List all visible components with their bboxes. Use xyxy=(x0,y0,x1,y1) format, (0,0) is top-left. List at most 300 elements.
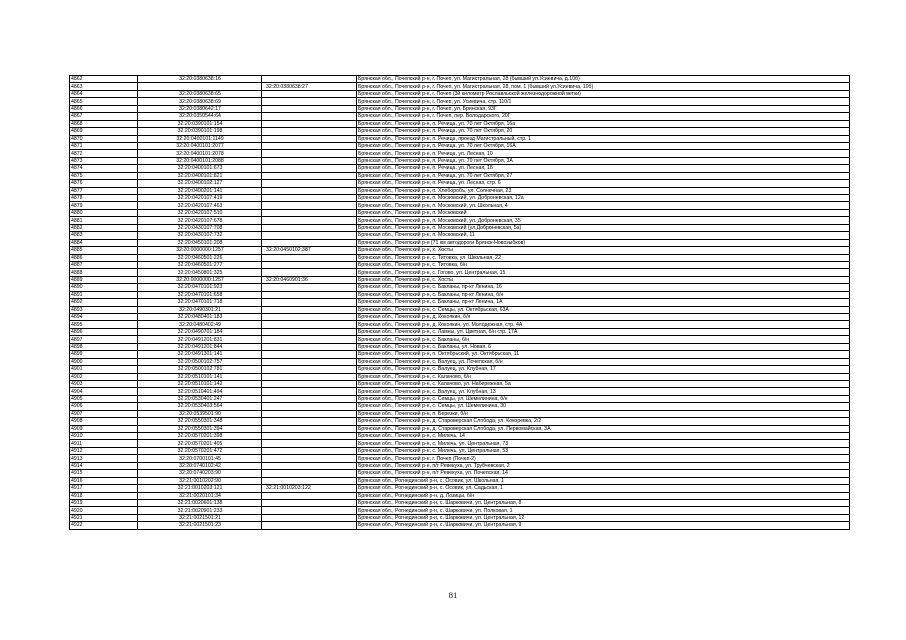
table-row xyxy=(70,120,850,127)
address-cell: Брянская обл., Почепский р-н, п. Речица, ул. 70 лет Октября, 16А xyxy=(357,142,850,149)
row-number-cell: 4885 xyxy=(70,247,138,254)
address-cell: Брянская обл., Почепский р-н, с. Бакланы, ул. Новая, 6 xyxy=(357,343,850,350)
address-cell: Брянская обл., Почепский р-н, с. Милечь, ул. Центральная, 53 xyxy=(357,447,850,454)
row-number-cell: 4916 xyxy=(70,477,138,484)
address-cell: Брянская обл., Почепский р-н, д. Староверская Слобода, ул. Кокоревка, 2/2 xyxy=(357,418,850,425)
table-row xyxy=(70,113,850,120)
row-number-cell: 4864 xyxy=(70,90,138,97)
address-cell: Брянская обл., Рогнединский р-н, д. Лозицы, б/н xyxy=(357,492,850,499)
related-cadastral-number-cell xyxy=(262,440,357,447)
table-row xyxy=(70,90,850,97)
related-cadastral-number-cell xyxy=(262,321,357,328)
cadastral-number-cell: 32:20:0400101:673 xyxy=(138,165,262,172)
cadastral-number-cell: 32:20:0700101:45 xyxy=(138,455,262,462)
row-number-cell: 4915 xyxy=(70,470,138,477)
related-cadastral-number-cell xyxy=(262,343,357,350)
cadastral-number-cell: 32:21:0020901:233 xyxy=(138,507,262,514)
related-cadastral-number-cell xyxy=(262,98,357,105)
cadastral-number-cell: 32:21:0010202:90 xyxy=(138,477,262,484)
table-row xyxy=(70,269,850,276)
row-number-cell: 4872 xyxy=(70,150,138,157)
row-number-cell: 4884 xyxy=(70,239,138,246)
row-number-cell: 4865 xyxy=(70,98,138,105)
table-row xyxy=(70,239,850,246)
row-number-cell: 4879 xyxy=(70,202,138,209)
table-row xyxy=(70,403,850,410)
address-cell: Брянская обл., Почепский р-н, с. Калачово, ул. Набережная, 5а xyxy=(357,380,850,387)
cadastral-number-cell: 32:20:0570201:472 xyxy=(138,447,262,454)
address-cell: Брянская обл., Почепский р-н, с. Семцы, ул. Шемелинина, б/н xyxy=(357,395,850,402)
row-number-cell: 4904 xyxy=(70,388,138,395)
table-row xyxy=(70,195,850,202)
related-cadastral-number-cell xyxy=(262,284,357,291)
cadastral-number-cell: 32:20:0491301:141 xyxy=(138,351,262,358)
cadastral-number-cell xyxy=(138,83,262,90)
table-row xyxy=(70,373,850,380)
table-row xyxy=(70,380,850,387)
cadastral-number-cell: 32:20:0380638:69 xyxy=(138,98,262,105)
table-row xyxy=(70,165,850,172)
address-cell: Брянская обл., Почепский р-н, г. Почеп (3й километр Рославльской железнодорожной ветки) xyxy=(357,90,850,97)
related-cadastral-number-cell xyxy=(262,76,357,83)
address-cell: Брянская обл., Почепский р-н, п. Речица, ул. Лесная, 10 xyxy=(357,150,850,157)
cadastral-number-cell: 32:20:0380642:17 xyxy=(138,105,262,112)
row-number-cell: 4917 xyxy=(70,485,138,492)
row-number-cell: 4922 xyxy=(70,522,138,529)
row-number-cell: 4900 xyxy=(70,358,138,365)
row-number-cell: 4897 xyxy=(70,336,138,343)
related-cadastral-number-cell xyxy=(262,522,357,529)
row-number-cell: 4866 xyxy=(70,105,138,112)
related-cadastral-number-cell xyxy=(262,328,357,335)
cadastral-number-cell: 32:20:0420107:419 xyxy=(138,195,262,202)
related-cadastral-number-cell xyxy=(262,150,357,157)
table-row xyxy=(70,418,850,425)
table-row xyxy=(70,366,850,373)
table-row xyxy=(70,135,850,142)
cadastral-number-cell: 32:20:0460501:277 xyxy=(138,261,262,268)
table-row xyxy=(70,232,850,239)
row-number-cell: 4909 xyxy=(70,425,138,432)
related-cadastral-number-cell xyxy=(262,433,357,440)
cadastral-number-cell: 32:20:0420107:678 xyxy=(138,217,262,224)
cadastral-number-cell: 32:20:0000000:1257 xyxy=(138,276,262,283)
related-cadastral-number-cell xyxy=(262,447,357,454)
table-row xyxy=(70,157,850,164)
related-cadastral-number-cell xyxy=(262,314,357,321)
cadastral-number-cell: 32:20:0500102:757 xyxy=(138,358,262,365)
address-cell: Брянская обл., Почепский р-н (71 км автодороги Брянск-Новозыбков) xyxy=(357,239,850,246)
related-cadastral-number-cell xyxy=(262,172,357,179)
related-cadastral-number-cell xyxy=(262,142,357,149)
related-cadastral-number-cell: 32:20:0380638:27 xyxy=(262,83,357,90)
table-row xyxy=(70,336,850,343)
row-number-cell: 4898 xyxy=(70,343,138,350)
table-row xyxy=(70,485,850,492)
row-number-cell: 4921 xyxy=(70,514,138,521)
address-cell: Брянская обл., Рогнединский р-н, с. Осовик, ул. Школьная, 1 xyxy=(357,477,850,484)
cadastral-number-cell: 32:21:0010203:121 xyxy=(138,485,262,492)
table-row xyxy=(70,388,850,395)
table-row xyxy=(70,150,850,157)
address-cell: Брянская обл., Почепский р-н, г. Почеп, ул. Магистральная, 28, пом. 1 (бывший ул.Усиевича, 10б) xyxy=(357,83,850,90)
cadastral-number-cell: 32:20:0000000:1257 xyxy=(138,247,262,254)
address-cell: Брянская обл., Почепский р-н, х. Хосты xyxy=(357,247,850,254)
row-number-cell: 4919 xyxy=(70,499,138,506)
table-row xyxy=(70,328,850,335)
related-cadastral-number-cell xyxy=(262,477,357,484)
address-cell: Брянская обл., Почепский р-н, с. Титовка, ул. Школьная, 22 xyxy=(357,254,850,261)
address-cell: Брянская обл., Почепский р-н, п. Московский, 11 xyxy=(357,232,850,239)
table-row xyxy=(70,433,850,440)
related-cadastral-number-cell xyxy=(262,410,357,417)
row-number-cell: 4913 xyxy=(70,455,138,462)
address-cell: Брянская обл., Почепский р-н, с. Бакланы, пр-кт Ленина, 16 xyxy=(357,284,850,291)
row-number-cell: 4892 xyxy=(70,299,138,306)
cadastral-number-cell: 32:20:0400102:127 xyxy=(138,180,262,187)
related-cadastral-number-cell xyxy=(262,254,357,261)
table-row xyxy=(70,514,850,521)
row-number-cell: 4901 xyxy=(70,366,138,373)
address-cell: Брянская обл., Почепский р-н, п. Речица, ул. 70 лет Октября, 3А xyxy=(357,157,850,164)
address-cell: Брянская обл., Почепский р-н, п. Березки, б/н xyxy=(357,410,850,417)
cadastral-number-cell: 32:20:0550301:394 xyxy=(138,425,262,432)
cadastral-number-cell: 32:21:0020601:138 xyxy=(138,499,262,506)
address-cell: Брянская обл., Почепский р-н, с. Семцы, ул. Октябрьская, 63А xyxy=(357,306,850,313)
row-number-cell: 4903 xyxy=(70,380,138,387)
cadastral-number-cell: 32:20:0390101:154 xyxy=(138,120,262,127)
related-cadastral-number-cell xyxy=(262,113,357,120)
table-row xyxy=(70,395,850,402)
row-number-cell: 4902 xyxy=(70,373,138,380)
cadastral-number-cell: 32:21:0020101:34 xyxy=(138,492,262,499)
address-cell: Брянская обл., Рогнединский р-н, с. Осовик, ул. Садьская, 1 xyxy=(357,485,850,492)
table-row xyxy=(70,425,850,432)
address-cell: Брянская обл., Почепский р-н, с. Ламны, ул. Цветная, б/н стр. 17А xyxy=(357,328,850,335)
register-table-body xyxy=(70,76,850,530)
related-cadastral-number-cell xyxy=(262,232,357,239)
table-row xyxy=(70,209,850,216)
cadastral-number-cell: 32:20:0420107:510 xyxy=(138,209,262,216)
cadastral-number-cell: 32:20:0480402:49 xyxy=(138,321,262,328)
table-row xyxy=(70,291,850,298)
cadastral-number-cell: 32:20:0740102:42 xyxy=(138,462,262,469)
row-number-cell: 4910 xyxy=(70,433,138,440)
row-number-cell: 4906 xyxy=(70,403,138,410)
address-cell: Брянская обл., Почепский р-н, п. Речица, ул. Лесная, 16 xyxy=(357,165,850,172)
table-row xyxy=(70,358,850,365)
row-number-cell: 4868 xyxy=(70,120,138,127)
address-cell: Брянская обл., Почепский р-н, г. Почеп, пер. Володарского, 20Г xyxy=(357,113,850,120)
related-cadastral-number-cell xyxy=(262,366,357,373)
row-number-cell: 4895 xyxy=(70,321,138,328)
related-cadastral-number-cell xyxy=(262,418,357,425)
address-cell: Брянская обл., Почепский р-н, п. Московский (ул.Доброневская, 5а) xyxy=(357,224,850,231)
address-cell: Брянская обл., Почепский р-н, п. Московский xyxy=(357,209,850,216)
table-row xyxy=(70,254,850,261)
related-cadastral-number-cell xyxy=(262,120,357,127)
cadastral-number-cell: 32:20:0460501:226 xyxy=(138,254,262,261)
row-number-cell: 4890 xyxy=(70,284,138,291)
address-cell: Брянская обл., Почепский р-н, п. Речица, проезд Магистральный, стр. 1 xyxy=(357,135,850,142)
address-cell: Брянская обл., Почепский р-н, п. Хлеборобъ, ул. Солнечная, 23 xyxy=(357,187,850,194)
cadastral-number-cell: 32:20:0490301:21 xyxy=(138,306,262,313)
address-cell: Брянская обл., Почепский р-н, д. Кокоякин, б/н xyxy=(357,314,850,321)
cadastral-number-cell: 32:20:0480401:183 xyxy=(138,314,262,321)
related-cadastral-number-cell xyxy=(262,217,357,224)
row-number-cell: 4908 xyxy=(70,418,138,425)
address-cell: Брянская обл., Почепский р-н, г. Почеп, ул. Брянская, 93Г xyxy=(357,105,850,112)
cadastral-number-cell: 32:20:0400101:2077 xyxy=(138,142,262,149)
related-cadastral-number-cell xyxy=(262,209,357,216)
page-number: 81 xyxy=(448,590,458,600)
related-cadastral-number-cell xyxy=(262,492,357,499)
address-cell: Брянская обл., Почепский р-н, п. Речица, ул. 70 лет Октября, 16а xyxy=(357,120,850,127)
cadastral-number-cell: 32:20:0390101:198 xyxy=(138,128,262,135)
address-cell: Брянская обл., Почепский р-н, п. Речица, ул. 70 лет Октября, 27 xyxy=(357,172,850,179)
row-number-cell: 4871 xyxy=(70,142,138,149)
cadastral-number-cell: 32:21:0021501:21 xyxy=(138,514,262,521)
cadastral-number-cell: 32:20:0450101:208 xyxy=(138,239,262,246)
row-number-cell: 4912 xyxy=(70,447,138,454)
address-cell: Брянская обл., Рогнединский р-н, с. Шарковичи, ул. Полковая, 1 xyxy=(357,507,850,514)
row-number-cell: 4876 xyxy=(70,180,138,187)
row-number-cell: 4911 xyxy=(70,440,138,447)
address-cell: Брянская обл., Почепский р-н, с. Титовка, б/н xyxy=(357,261,850,268)
table-row xyxy=(70,410,850,417)
row-number-cell: 4889 xyxy=(70,276,138,283)
row-number-cell: 4869 xyxy=(70,128,138,135)
address-cell: Брянская обл., Почепский р-н, с. Хосты xyxy=(357,276,850,283)
row-number-cell: 4875 xyxy=(70,172,138,179)
row-number-cell: 4863 xyxy=(70,83,138,90)
address-cell: Брянская обл., Рогнединский р-н, с. Шарковичи, ул. Центральная, 12 xyxy=(357,514,850,521)
address-cell: Брянская обл., Почепский р-н, д. Староверская Слобода, ул. Первомайская, 3А xyxy=(357,425,850,432)
row-number-cell: 4891 xyxy=(70,291,138,298)
related-cadastral-number-cell xyxy=(262,239,357,246)
related-cadastral-number-cell xyxy=(262,380,357,387)
related-cadastral-number-cell xyxy=(262,135,357,142)
row-number-cell: 4877 xyxy=(70,187,138,194)
property-register-table xyxy=(69,75,850,530)
table-row xyxy=(70,247,850,254)
related-cadastral-number-cell: 32:21:0010203:122 xyxy=(262,485,357,492)
cadastral-number-cell: 32:20:0740203:90 xyxy=(138,470,262,477)
cadastral-number-cell: 32:20:0420107:463 xyxy=(138,202,262,209)
table-row xyxy=(70,462,850,469)
cadastral-number-cell: 32:20:0430107:708 xyxy=(138,224,262,231)
table-row xyxy=(70,522,850,529)
table-row xyxy=(70,261,850,268)
table-row xyxy=(70,455,850,462)
table-row xyxy=(70,128,850,135)
table-row xyxy=(70,83,850,90)
cadastral-number-cell: 32:20:0400101:2088 xyxy=(138,157,262,164)
related-cadastral-number-cell xyxy=(262,336,357,343)
related-cadastral-number-cell xyxy=(262,224,357,231)
row-number-cell: 4907 xyxy=(70,410,138,417)
cadastral-number-cell: 32:20:0470101:923 xyxy=(138,284,262,291)
cadastral-number-cell: 32:20:0530403:564 xyxy=(138,403,262,410)
row-number-cell: 4881 xyxy=(70,217,138,224)
cadastral-number-cell: 32:20:0470101:718 xyxy=(138,299,262,306)
row-number-cell: 4920 xyxy=(70,507,138,514)
table-row xyxy=(70,321,850,328)
table-row xyxy=(70,187,850,194)
related-cadastral-number-cell xyxy=(262,507,357,514)
table-row xyxy=(70,306,850,313)
cadastral-number-cell: 32:20:0539501:90 xyxy=(138,410,262,417)
related-cadastral-number-cell xyxy=(262,470,357,477)
address-cell: Брянская обл., Почепский р-н, с. Бакланы, б/н xyxy=(357,336,850,343)
table-row xyxy=(70,98,850,105)
related-cadastral-number-cell xyxy=(262,499,357,506)
address-cell: Брянская обл., Рогнединский р-н, с. Шарковичи, ул. Центральная, 9 xyxy=(357,522,850,529)
table-row xyxy=(70,202,850,209)
related-cadastral-number-cell xyxy=(262,165,357,172)
address-cell: Брянская обл., Почепский р-н, п. Московский, ул. Школьная, 4 xyxy=(357,202,850,209)
address-cell: Брянская обл., Почепский р-н, п. Московский, ул. Доброневская, 35 xyxy=(357,217,850,224)
related-cadastral-number-cell xyxy=(262,403,357,410)
table-row xyxy=(70,492,850,499)
row-number-cell: 4896 xyxy=(70,328,138,335)
cadastral-number-cell: 32:20:0380638:65 xyxy=(138,90,262,97)
cadastral-number-cell: 32:20:0491201:844 xyxy=(138,343,262,350)
table-row xyxy=(70,224,850,231)
table-row xyxy=(70,76,850,83)
related-cadastral-number-cell xyxy=(262,269,357,276)
related-cadastral-number-cell xyxy=(262,187,357,194)
row-number-cell: 4883 xyxy=(70,232,138,239)
cadastral-number-cell: 32:20:0400201:141 xyxy=(138,187,262,194)
related-cadastral-number-cell xyxy=(262,128,357,135)
row-number-cell: 4893 xyxy=(70,306,138,313)
address-cell: Брянская обл., Почепский р-н, с. Бакланы, пр-кт Ленина, б/н xyxy=(357,291,850,298)
cadastral-number-cell: 32:20:0380638:16 xyxy=(138,76,262,83)
table-row xyxy=(70,299,850,306)
related-cadastral-number-cell xyxy=(262,105,357,112)
related-cadastral-number-cell xyxy=(262,261,357,268)
related-cadastral-number-cell xyxy=(262,462,357,469)
cadastral-number-cell: 32:20:0510401:494 xyxy=(138,388,262,395)
row-number-cell: 4882 xyxy=(70,224,138,231)
row-number-cell: 4867 xyxy=(70,113,138,120)
table-row xyxy=(70,499,850,506)
related-cadastral-number-cell xyxy=(262,299,357,306)
related-cadastral-number-cell xyxy=(262,351,357,358)
table-row xyxy=(70,217,850,224)
row-number-cell: 4887 xyxy=(70,261,138,268)
address-cell: Брянская обл., Почепский р-н, г. Почеп, ул. Магистральная, 28 (бывший ул.Усиевича, д.10б) xyxy=(357,76,850,83)
row-number-cell: 4888 xyxy=(70,269,138,276)
cadastral-number-cell: 32:20:0530401:247 xyxy=(138,395,262,402)
related-cadastral-number-cell xyxy=(262,358,357,365)
table-row xyxy=(70,477,850,484)
table-row xyxy=(70,172,850,179)
row-number-cell: 4899 xyxy=(70,351,138,358)
address-cell: Брянская обл., Почепский р-н, с. Валуец, ул. Почепская, б/н xyxy=(357,358,850,365)
row-number-cell: 4918 xyxy=(70,492,138,499)
related-cadastral-number-cell xyxy=(262,373,357,380)
table-row xyxy=(70,105,850,112)
table-row xyxy=(70,314,850,321)
address-cell: Брянская обл., Почепский р-н, с. Валуец, ул. Клубная, 13 xyxy=(357,388,850,395)
row-number-cell: 4905 xyxy=(70,395,138,402)
cadastral-number-cell: 32:20:0430107:732 xyxy=(138,232,262,239)
related-cadastral-number-cell xyxy=(262,455,357,462)
related-cadastral-number-cell: 32:20:0460901:36 xyxy=(262,276,357,283)
related-cadastral-number-cell xyxy=(262,395,357,402)
table-row xyxy=(70,507,850,514)
cadastral-number-cell: 32:20:0510101:142 xyxy=(138,380,262,387)
cadastral-number-cell: 32:20:0510101:141 xyxy=(138,373,262,380)
cadastral-number-cell: 32:20:0450801:325 xyxy=(138,269,262,276)
address-cell: Брянская обл., Почепский р-н, с. Гогово, ул. Центральная, 15 xyxy=(357,269,850,276)
address-cell: Брянская обл., Почепский р-н, с. Милечь, 14 xyxy=(357,433,850,440)
cadastral-number-cell: 32:20:0491201:831 xyxy=(138,336,262,343)
row-number-cell: 4874 xyxy=(70,165,138,172)
related-cadastral-number-cell xyxy=(262,157,357,164)
address-cell: Брянская обл., Рогнединский р-н, с. Шарковичи, ул. Центральная, 8 xyxy=(357,499,850,506)
address-cell: Брянская обл., Почепский р-н, с. Валуец, ул. Клубная, 17 xyxy=(357,366,850,373)
related-cadastral-number-cell: 32:20:0450102:387 xyxy=(262,247,357,254)
table-row xyxy=(70,180,850,187)
row-number-cell: 4914 xyxy=(70,462,138,469)
related-cadastral-number-cell xyxy=(262,425,357,432)
address-cell: Брянская обл., Почепский р-н, г. Почеп, ул. Усиевича, стр. 110/1 xyxy=(357,98,850,105)
cadastral-number-cell: 32:20:0500102:781 xyxy=(138,366,262,373)
related-cadastral-number-cell xyxy=(262,180,357,187)
cadastral-number-cell: 32:20:0400101:2078 xyxy=(138,150,262,157)
cadastral-number-cell: 32:21:0021501:23 xyxy=(138,522,262,529)
cadastral-number-cell: 32:20:0570201:405 xyxy=(138,440,262,447)
related-cadastral-number-cell xyxy=(262,291,357,298)
table-row xyxy=(70,284,850,291)
cadastral-number-cell: 32:20:0350544:64 xyxy=(138,113,262,120)
address-cell: Брянская обл., Почепский р-н, г. Почеп (Почеп-2) xyxy=(357,455,850,462)
address-cell: Брянская обл., Почепский р-н, п. Октябрьский, ул. Октябрьская, 11 xyxy=(357,351,850,358)
cadastral-number-cell: 32:20:0570201:398 xyxy=(138,433,262,440)
table-row xyxy=(70,351,850,358)
table-row xyxy=(70,142,850,149)
row-number-cell: 4870 xyxy=(70,135,138,142)
address-cell: Брянская обл., Почепский р-н, п. Речица, ул. 70 лет Октября, 20 xyxy=(357,128,850,135)
table-row xyxy=(70,343,850,350)
address-cell: Брянская обл., Почепский р-н, с. Семцы, ул. Шемелинина, 30 xyxy=(357,403,850,410)
cadastral-number-cell: 32:20:0400101:1149 xyxy=(138,135,262,142)
related-cadastral-number-cell xyxy=(262,306,357,313)
address-cell: Брянская обл., Почепский р-н, п/т Ревекуха, ул. Трубчевская, 2 xyxy=(357,462,850,469)
address-cell: Брянская обл., Почепский р-н, д. Кокоякин, ул. Молодежная, стр. 4А xyxy=(357,321,850,328)
cadastral-number-cell: 32:20:0470101:658 xyxy=(138,291,262,298)
cadastral-number-cell: 32:20:0550301:348 xyxy=(138,418,262,425)
table-row xyxy=(70,440,850,447)
address-cell: Брянская обл., Почепский р-н, с. Калачово, б/н xyxy=(357,373,850,380)
row-number-cell: 4878 xyxy=(70,195,138,202)
address-cell: Брянская обл., Почепский р-н, с. Бакланы, пр-кт Ленина, 1А xyxy=(357,299,850,306)
table-row xyxy=(70,447,850,454)
address-cell: Брянская обл., Почепский р-н, с. Милечь, ул. Центральная, 73 xyxy=(357,440,850,447)
related-cadastral-number-cell xyxy=(262,202,357,209)
related-cadastral-number-cell xyxy=(262,195,357,202)
row-number-cell: 4894 xyxy=(70,314,138,321)
related-cadastral-number-cell xyxy=(262,514,357,521)
table-row xyxy=(70,470,850,477)
row-number-cell: 4886 xyxy=(70,254,138,261)
table-row xyxy=(70,276,850,283)
address-cell: Брянская обл., Почепский р-н, п. Московский, ул. Доброневская, 12а xyxy=(357,195,850,202)
address-cell: Брянская обл., Почепский р-н, п/т Ревекуха, ул. Почепская, 14 xyxy=(357,470,850,477)
